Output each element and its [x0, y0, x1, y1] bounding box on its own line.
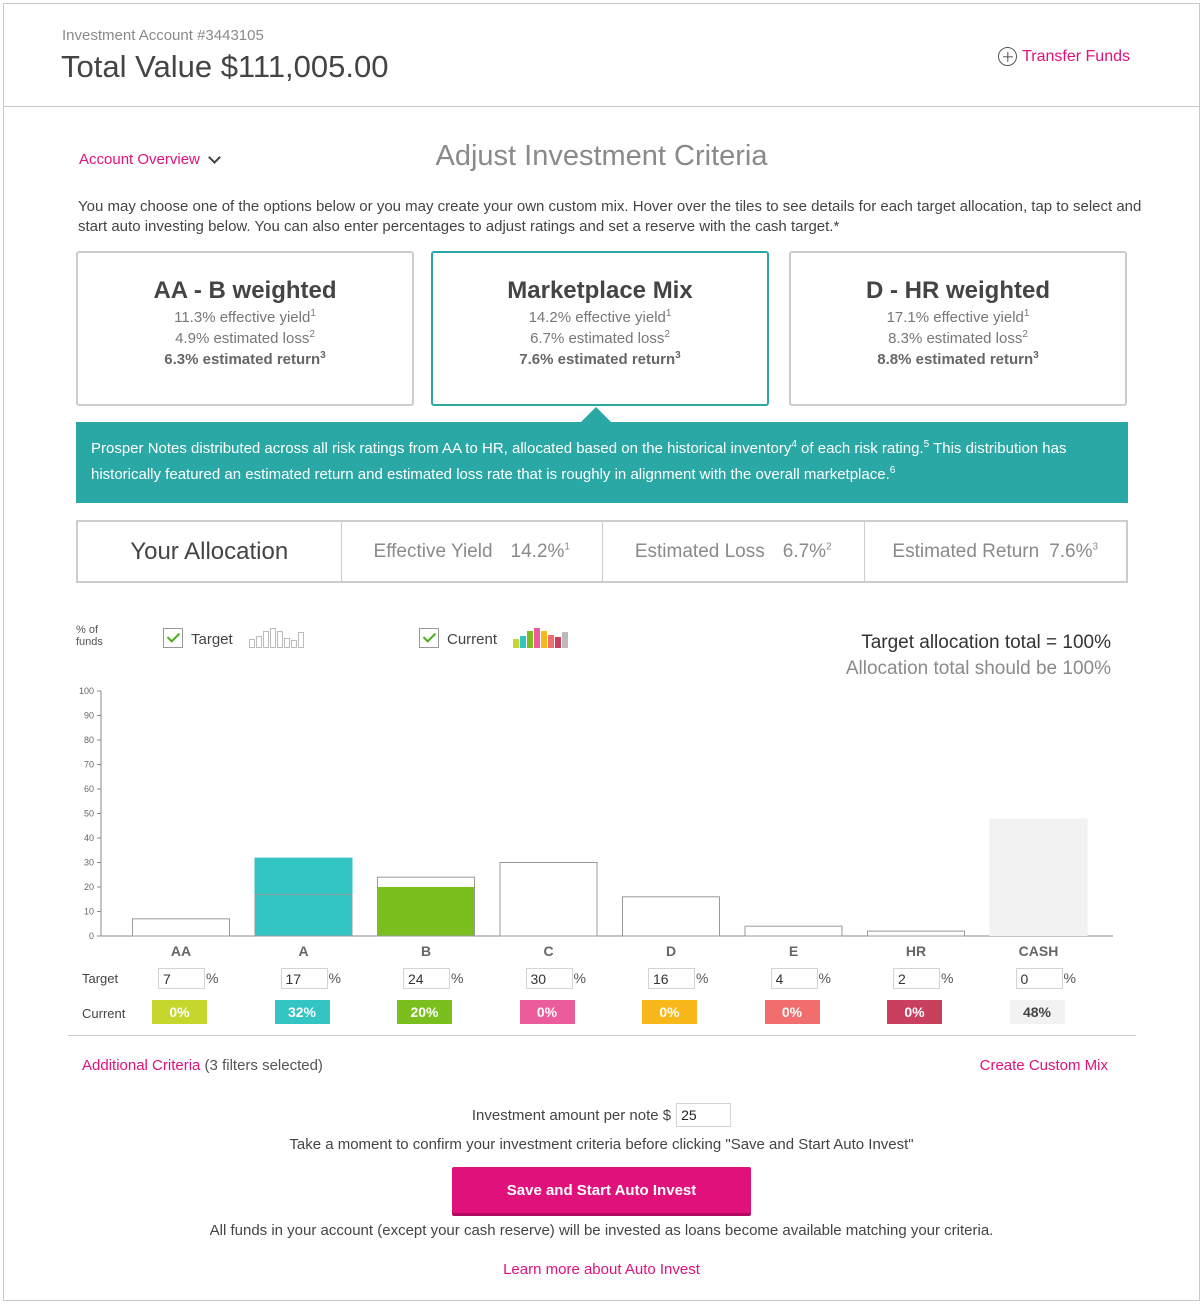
tile-name: AA - B weighted: [153, 277, 337, 304]
target-input-cash[interactable]: [1016, 968, 1063, 989]
category-label-b: B: [420, 943, 432, 959]
y-tick-label: 50: [83, 808, 94, 819]
y-tick-label: 60: [83, 784, 94, 794]
estimated-return-cell: Estimated Return 7.6%$^3$: [864, 522, 1127, 581]
current-bar-cash: [990, 818, 1088, 936]
y-tick-label: 0: [88, 931, 94, 941]
target-input-aa[interactable]: [158, 968, 205, 989]
target-bar-c: [500, 863, 597, 937]
percent-sign: %: [451, 970, 464, 986]
transfer-funds-label: Transfer Funds: [1022, 47, 1130, 65]
page-title: Adjust Investment Criteria: [435, 140, 768, 172]
target-input-c[interactable]: [526, 968, 573, 989]
amount-label: Investment amount per note $: [471, 1106, 672, 1124]
estimated-loss-cell: Estimated Loss 6.7%$^2$: [602, 522, 864, 581]
tile-return: 6.3% estimated return$^3$: [164, 350, 326, 368]
tile-return: 8.8% estimated return$^3$: [877, 350, 1039, 368]
category-label-e: E: [788, 943, 799, 959]
learn-more-link[interactable]: Learn more about Auto Invest: [503, 1261, 700, 1278]
current-badge-e: 0%: [765, 1000, 820, 1024]
target-total: Target allocation total = 100%: [861, 632, 1111, 653]
allocation-warning: Allocation total should be 100%: [845, 658, 1111, 679]
category-label-c: C: [543, 943, 554, 959]
tile-loss: 4.9% estimated loss$^2$: [175, 329, 315, 347]
confirm-note: Take a moment to confirm your investment criteria before clicking "Save and Start Auto Invest": [289, 1136, 914, 1153]
legend-target-label: Target: [191, 631, 233, 648]
tile-name: Marketplace Mix: [507, 277, 693, 304]
target-input-a[interactable]: [281, 968, 328, 989]
percent-sign: %: [206, 970, 219, 986]
target-bar-aa: [133, 919, 230, 936]
tile-yield: 11.3% effective yield$^1$: [174, 308, 316, 326]
current-badge-hr: 0%: [887, 1000, 942, 1024]
current-badge-aa: 0%: [152, 1000, 207, 1024]
target-bar-hr: [868, 931, 965, 936]
current-badge-c: 0%: [520, 1000, 575, 1024]
row-label-current: Current: [82, 1006, 126, 1021]
current-badge-cash: 48%: [1010, 1000, 1065, 1024]
target-input-hr[interactable]: [893, 968, 940, 989]
percent-sign: %: [1063, 970, 1076, 986]
current-badge-a: 32%: [275, 1000, 330, 1024]
additional-criteria-link[interactable]: Additional Criteria: [82, 1057, 201, 1074]
current-badge-b: 20%: [397, 1000, 452, 1024]
investment-amount-row: [0, 1103, 1203, 1127]
legend-current-label: Current: [447, 631, 498, 648]
percent-sign: %: [818, 970, 831, 986]
tile-return: 7.6% estimated return$^3$: [519, 350, 681, 368]
total-value: Total Value $111,005.00: [61, 49, 389, 84]
percent-sign: %: [696, 970, 709, 986]
account-label: Investment Account #3443105: [62, 27, 264, 44]
y-axis-unit-label: % of funds: [76, 624, 103, 648]
percent-sign: %: [573, 970, 586, 986]
category-label-d: D: [665, 943, 677, 959]
target-input-b[interactable]: [403, 968, 450, 989]
category-label-a: A: [298, 943, 309, 959]
save-and-start-button[interactable]: Save and Start Auto Invest: [452, 1167, 751, 1216]
row-label-target: Target: [82, 971, 119, 986]
section-divider: [68, 1035, 1136, 1036]
category-label-hr: HR: [905, 943, 927, 959]
y-tick-label: 20: [83, 882, 94, 892]
target-input-e[interactable]: [771, 968, 818, 989]
tile-loss: 8.3% estimated loss$^2$: [888, 329, 1028, 347]
target-input-d[interactable]: [648, 968, 695, 989]
percent-sign: %: [328, 970, 341, 986]
target-bar-e: [745, 926, 842, 936]
y-tick-label: 30: [83, 857, 94, 868]
y-tick-label: 10: [83, 906, 94, 917]
y-tick-label: 100: [78, 686, 94, 696]
tile-loss: 6.7% estimated loss$^2$: [530, 329, 670, 347]
percent-sign: %: [941, 970, 954, 986]
intro-text: You may choose one of the options below or you may create your own custom mix. Hover over the tiles to see details for each target allocation, tap to select and start auto investing below. You can also enter percentages to adjust ratings and set a reserve with the cash target.*: [78, 198, 1142, 235]
y-tick-label: 40: [83, 833, 94, 843]
y-tick-label: 80: [83, 735, 94, 745]
tile-name: D - HR weighted: [866, 277, 1050, 304]
target-bar-d: [623, 897, 720, 936]
create-custom-mix-link[interactable]: Create Custom Mix: [979, 1057, 1108, 1074]
additional-criteria: [82, 1057, 323, 1074]
amount-per-note-input[interactable]: [676, 1103, 731, 1127]
tile-description-panel: Prosper Notes distributed across all risk ratings from AA to HR, allocated based on the historical inventory$^4$ of each risk rating.$^5$ This distribution has historically featured an estimated return and estimated loss rate that is roughly in alignment with the overall marketplace.$^6$: [76, 422, 1128, 503]
account-overview-label: Account Overview: [79, 151, 200, 168]
funds-note: All funds in your account (except your cash reserve) will be invested as loans become available matching your criteria.: [209, 1222, 994, 1239]
current-bar-a: [255, 858, 353, 936]
current-bar-b: [377, 887, 475, 936]
y-tick-label: 90: [83, 710, 94, 721]
category-label-cash: CASH: [1018, 943, 1059, 959]
current-badge-d: 0%: [642, 1000, 697, 1024]
tile-yield: 17.1% effective yield$^1$: [886, 308, 1030, 326]
allocation-title: Your Allocation: [130, 537, 289, 565]
tile-yield: 14.2% effective yield$^1$: [528, 308, 672, 326]
category-label-aa: AA: [170, 943, 192, 959]
y-tick-label: 70: [83, 759, 94, 770]
effective-yield-cell: Effective Yield 14.2%$^1$: [341, 522, 603, 581]
filters-note: (3 filters selected): [200, 1057, 323, 1074]
